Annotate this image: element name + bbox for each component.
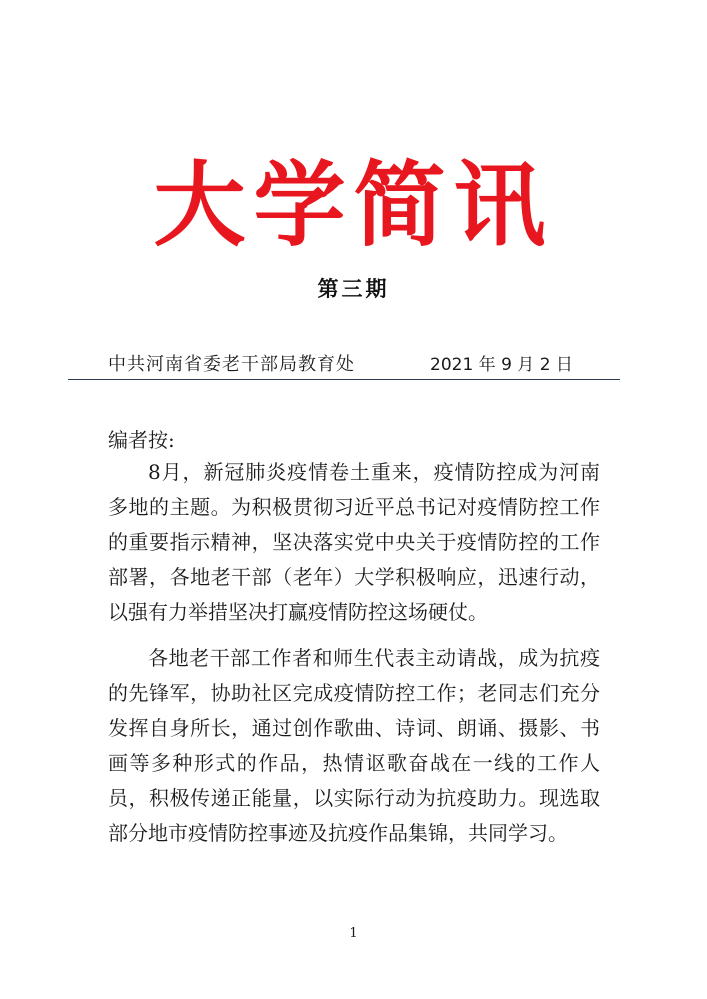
header-divider	[68, 379, 620, 380]
page-number: 1	[349, 926, 358, 941]
editor-note-body	[108, 455, 600, 862]
editor-note-label: 编者按:	[108, 428, 175, 452]
paragraph: 8月，新冠肺炎疫情卷土重来，疫情防控成为河南多地的主题。为积极贯彻习近平总书记对疫情防控工作的重要指示精神，坚决落实党中央关于疫情防控的工作部署，各地老干部（老年）大学积极响应，迅速行动，以强有力举措坚决打赢疫情防控这场硬仗。	[108, 460, 600, 624]
issuer-row	[108, 352, 588, 378]
issuer-name: 中共河南省委老干部局教育处	[108, 354, 355, 375]
masthead-title: 大学简讯	[153, 151, 554, 259]
paragraph: 各地老干部工作者和师生代表主动请战，成为抗疫的先锋军，协助社区完成疫情防控工作；老同志们充分发挥自身所长，通过创作歌曲、诗词、朗诵、摄影、书画等多种形式的作品，热情讴歌奋战在一线的工作人员，积极传递正能量，以实际行动为抗疫助力。现选取部分地市疫情防控事迹及抗疫作品集锦，共同学习。	[108, 646, 600, 845]
issue-date: 2021 年 9 月 2 日	[430, 355, 573, 375]
issue-number: 第三期	[317, 277, 390, 301]
